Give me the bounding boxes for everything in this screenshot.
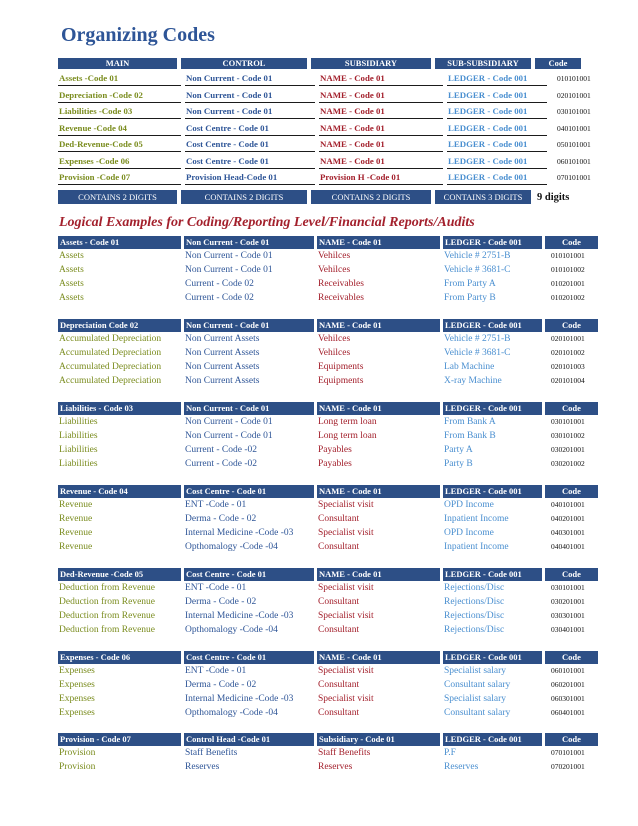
section-header-cell: LEDGER - Code 001 bbox=[443, 733, 542, 746]
contains-badge: CONTAINS 2 DIGITS bbox=[58, 190, 177, 204]
table-cell: Consultant salary bbox=[444, 680, 511, 690]
table-cell: Vehicle # 3681-C bbox=[444, 348, 511, 358]
section-header-cell: Expenses - Code 06 bbox=[58, 651, 181, 664]
header-main: MAIN bbox=[58, 58, 177, 69]
table-cell: Current - Code -02 bbox=[185, 459, 258, 469]
table-cell: Rejections/Disc bbox=[444, 583, 505, 593]
example-section bbox=[58, 319, 618, 388]
table-cell: Specialist visit bbox=[318, 583, 374, 593]
table-cell: Long term loan bbox=[318, 417, 377, 427]
table-cell: Derma - Code - 02 bbox=[185, 597, 257, 607]
top-cell-code: 050101001 bbox=[557, 139, 591, 149]
table-cell: Non Current - Code 01 bbox=[185, 265, 273, 275]
contains-badge: CONTAINS 2 DIGITS bbox=[181, 190, 307, 204]
table-cell: Expenses bbox=[59, 680, 95, 690]
table-row bbox=[58, 581, 618, 595]
table-cell: Opthomalogy -Code -04 bbox=[185, 708, 278, 718]
table-cell: Consultant bbox=[318, 708, 360, 718]
section-header-cell: Cost Centre - Code 01 bbox=[184, 568, 314, 581]
section-header-cell: LEDGER - Code 001 bbox=[443, 402, 542, 415]
table-cell: Accumulated Depreciation bbox=[59, 348, 162, 358]
section-header-cell: Revenue - Code 04 bbox=[58, 485, 181, 498]
section-header-cell: NAME - Code 01 bbox=[317, 402, 440, 415]
section-header-cell: Code bbox=[545, 402, 598, 415]
table-cell: 060101001 bbox=[551, 666, 585, 675]
table-cell: Revenue bbox=[59, 528, 93, 538]
header-subsidiary: SUBSIDIARY bbox=[311, 58, 431, 69]
table-cell: Accumulated Depreciation bbox=[59, 376, 162, 386]
table-cell: Rejections/Disc bbox=[444, 625, 505, 635]
table-cell: Vehilces bbox=[318, 251, 351, 261]
contains-badge: CONTAINS 2 DIGITS bbox=[311, 190, 431, 204]
section-header-cell: Code bbox=[545, 651, 598, 664]
table-cell: Current - Code 02 bbox=[185, 279, 254, 289]
table-cell: Specialist visit bbox=[318, 500, 374, 510]
table-cell: 070201001 bbox=[551, 762, 585, 771]
table-cell: Consultant bbox=[318, 542, 360, 552]
table-cell: Deduction from Revenue bbox=[59, 625, 156, 635]
top-cell-ssub: LEDGER - Code 001 bbox=[447, 104, 547, 119]
top-cell-ssub: LEDGER - Code 001 bbox=[447, 170, 547, 185]
table-cell: OPD Income bbox=[444, 500, 494, 510]
table-cell: Liabilities bbox=[59, 431, 98, 441]
table-cell: Expenses bbox=[59, 666, 95, 676]
section-header-row bbox=[58, 568, 618, 581]
top-cell-main: Assets -Code 01 bbox=[58, 71, 181, 86]
table-cell: Specialist visit bbox=[318, 694, 374, 704]
table-cell: 020101002 bbox=[551, 348, 585, 357]
top-cell-control: Cost Centre - Code 01 bbox=[185, 121, 315, 136]
section-header-cell: NAME - Code 01 bbox=[317, 236, 440, 249]
table-cell: Party B bbox=[444, 459, 473, 469]
table-cell: Non Current Assets bbox=[185, 376, 260, 386]
table-cell: 020101003 bbox=[551, 362, 585, 371]
table-row bbox=[58, 540, 618, 554]
table-cell: 030201001 bbox=[551, 445, 585, 454]
top-cell-ssub: LEDGER - Code 001 bbox=[447, 121, 547, 136]
table-cell: Provision bbox=[59, 748, 96, 758]
table-row bbox=[58, 374, 618, 388]
table-cell: Inpatient Income bbox=[444, 514, 509, 524]
table-cell: P.F bbox=[444, 748, 456, 758]
table-cell: OPD Income bbox=[444, 528, 494, 538]
top-cell-main: Provision -Code 07 bbox=[58, 170, 181, 185]
section-header-cell: LEDGER - Code 001 bbox=[443, 568, 542, 581]
table-cell: 060401001 bbox=[551, 708, 585, 717]
table-cell: Internal Medicine -Code -03 bbox=[185, 528, 294, 538]
table-row bbox=[58, 443, 618, 457]
table-cell: Opthomalogy -Code -04 bbox=[185, 625, 278, 635]
table-row bbox=[58, 360, 618, 374]
top-table-header bbox=[58, 58, 581, 69]
table-cell: Revenue bbox=[59, 500, 93, 510]
table-cell: X-ray Machine bbox=[444, 376, 502, 386]
section-header-cell: Ded-Revenue -Code 05 bbox=[58, 568, 181, 581]
example-section bbox=[58, 651, 618, 720]
table-cell: 030101002 bbox=[551, 431, 585, 440]
table-cell: 030201001 bbox=[551, 597, 585, 606]
section-header-cell: Cost Centre - Code 01 bbox=[184, 485, 314, 498]
table-cell: Current - Code -02 bbox=[185, 445, 258, 455]
table-cell: Non Current - Code 01 bbox=[185, 431, 273, 441]
top-cell-ssub: LEDGER - Code 001 bbox=[447, 137, 547, 152]
top-cell-sub: NAME - Code 01 bbox=[319, 154, 443, 169]
top-table-row bbox=[58, 87, 605, 103]
section-header-cell: NAME - Code 01 bbox=[317, 651, 440, 664]
top-table-row bbox=[58, 169, 605, 185]
table-cell: ENT -Code - 01 bbox=[185, 583, 247, 593]
table-cell: 010201002 bbox=[551, 293, 585, 302]
top-table-row bbox=[58, 70, 605, 86]
top-cell-ssub: LEDGER - Code 001 bbox=[447, 154, 547, 169]
section-header-cell: Non Current - Code 01 bbox=[184, 236, 314, 249]
table-cell: 060201001 bbox=[551, 680, 585, 689]
table-row bbox=[58, 526, 618, 540]
table-cell: 030101001 bbox=[551, 583, 585, 592]
top-cell-sub: NAME - Code 01 bbox=[319, 121, 443, 136]
table-row bbox=[58, 609, 618, 623]
table-row bbox=[58, 457, 618, 471]
example-section bbox=[58, 485, 618, 554]
section-header-cell: Subsidiary - Code 01 bbox=[317, 733, 440, 746]
table-cell: Equipments bbox=[318, 362, 364, 372]
table-cell: 060301001 bbox=[551, 694, 585, 703]
top-table-row bbox=[58, 153, 605, 169]
table-row bbox=[58, 249, 618, 263]
table-cell: Non Current Assets bbox=[185, 348, 260, 358]
table-cell: From Bank B bbox=[444, 431, 496, 441]
table-cell: 030301001 bbox=[551, 611, 585, 620]
table-cell: Lab Machine bbox=[444, 362, 495, 372]
table-row bbox=[58, 692, 618, 706]
table-cell: Derma - Code - 02 bbox=[185, 514, 257, 524]
table-cell: Specialist visit bbox=[318, 528, 374, 538]
top-cell-sub: NAME - Code 01 bbox=[319, 104, 443, 119]
top-cell-ssub: LEDGER - Code 001 bbox=[447, 71, 547, 86]
top-cell-sub: Provision H -Code 01 bbox=[319, 170, 443, 185]
table-cell: Reserves bbox=[185, 762, 220, 772]
nine-digits-label: 9 digits bbox=[537, 191, 570, 203]
table-cell: Internal Medicine -Code -03 bbox=[185, 611, 294, 621]
example-section bbox=[58, 568, 618, 637]
section-header-cell: LEDGER - Code 001 bbox=[443, 319, 542, 332]
table-cell: Specialist salary bbox=[444, 694, 506, 704]
table-row bbox=[58, 623, 618, 637]
section-header-cell: Control Head -Code 01 bbox=[184, 733, 314, 746]
section-header-row bbox=[58, 402, 618, 415]
section-header-cell: NAME - Code 01 bbox=[317, 319, 440, 332]
section-header-row bbox=[58, 236, 618, 249]
top-cell-control: Cost Centre - Code 01 bbox=[185, 137, 315, 152]
section-header-cell: Provision - Code 07 bbox=[58, 733, 181, 746]
table-cell: Receivables bbox=[318, 293, 364, 303]
table-row bbox=[58, 664, 618, 678]
table-cell: 010101002 bbox=[551, 265, 585, 274]
section-header-cell: Code bbox=[545, 733, 598, 746]
table-row bbox=[58, 706, 618, 720]
table-cell: 070101001 bbox=[551, 748, 585, 757]
section-header-cell: LEDGER - Code 001 bbox=[443, 485, 542, 498]
table-cell: Non Current - Code 01 bbox=[185, 417, 273, 427]
table-cell: Liabilities bbox=[59, 417, 98, 427]
top-cell-sub: NAME - Code 01 bbox=[319, 88, 443, 103]
header-code: Code bbox=[535, 58, 581, 69]
top-cell-sub: NAME - Code 01 bbox=[319, 71, 443, 86]
top-cell-code: 030101001 bbox=[557, 106, 591, 116]
table-cell: Liabilities bbox=[59, 459, 98, 469]
top-table-row bbox=[58, 136, 605, 152]
table-cell: Expenses bbox=[59, 708, 95, 718]
top-cell-main: Ded-Revenue-Code 05 bbox=[58, 137, 181, 152]
table-cell: Vehicle # 3681-C bbox=[444, 265, 511, 275]
table-cell: Liabilities bbox=[59, 445, 98, 455]
top-cell-code: 040101001 bbox=[557, 123, 591, 133]
table-cell: Inpatient Income bbox=[444, 542, 509, 552]
table-cell: 010201001 bbox=[551, 279, 585, 288]
table-cell: Vehilces bbox=[318, 265, 351, 275]
table-cell: Specialist visit bbox=[318, 611, 374, 621]
table-cell: Current - Code 02 bbox=[185, 293, 254, 303]
table-cell: Staff Benefits bbox=[318, 748, 371, 758]
digits-row bbox=[58, 189, 569, 205]
section-header-row bbox=[58, 485, 618, 498]
table-row bbox=[58, 760, 618, 774]
top-cell-main: Revenue -Code 04 bbox=[58, 121, 181, 136]
table-cell: 020101001 bbox=[551, 334, 585, 343]
table-cell: Reserves bbox=[444, 762, 479, 772]
table-cell: 010101001 bbox=[551, 251, 585, 260]
table-cell: Equipments bbox=[318, 376, 364, 386]
top-cell-code: 020101001 bbox=[557, 90, 591, 100]
table-cell: Reserves bbox=[318, 762, 353, 772]
header-control: CONTROL bbox=[181, 58, 307, 69]
table-cell: Revenue bbox=[59, 514, 93, 524]
table-row bbox=[58, 346, 618, 360]
section-header-cell: Liabilities - Code 03 bbox=[58, 402, 181, 415]
table-row bbox=[58, 498, 618, 512]
top-cell-code: 010101001 bbox=[557, 73, 591, 83]
table-row bbox=[58, 746, 618, 760]
top-cell-code: 070101001 bbox=[557, 172, 591, 182]
section-header-cell: Code bbox=[545, 319, 598, 332]
table-row bbox=[58, 415, 618, 429]
table-cell: Derma - Code - 02 bbox=[185, 680, 257, 690]
table-cell: 030201002 bbox=[551, 459, 585, 468]
table-cell: 040401001 bbox=[551, 542, 585, 551]
table-cell: Revenue bbox=[59, 542, 93, 552]
section-header-cell: Code bbox=[545, 236, 598, 249]
table-cell: Accumulated Depreciation bbox=[59, 362, 162, 372]
table-cell: Assets bbox=[59, 251, 84, 261]
table-cell: 040301001 bbox=[551, 528, 585, 537]
example-section bbox=[58, 236, 618, 305]
section-header-cell: Depreciation Code 02 bbox=[58, 319, 181, 332]
table-cell: Vehilces bbox=[318, 348, 351, 358]
section-header-row bbox=[58, 319, 618, 332]
top-cell-control: Non Current - Code 01 bbox=[185, 71, 315, 86]
table-cell: Party A bbox=[444, 445, 473, 455]
table-row bbox=[58, 512, 618, 526]
top-cell-main: Depreciation -Code 02 bbox=[58, 88, 181, 103]
table-cell: 040101001 bbox=[551, 500, 585, 509]
table-cell: Provision bbox=[59, 762, 96, 772]
table-cell: Consultant bbox=[318, 514, 360, 524]
table-row bbox=[58, 332, 618, 346]
table-cell: Specialist salary bbox=[444, 666, 506, 676]
top-table-row bbox=[58, 120, 605, 136]
table-cell: Specialist visit bbox=[318, 666, 374, 676]
section-header-cell: Code bbox=[545, 485, 598, 498]
table-cell: Rejections/Disc bbox=[444, 611, 505, 621]
section-header-cell: Non Current - Code 01 bbox=[184, 402, 314, 415]
table-row bbox=[58, 678, 618, 692]
table-cell: 030101001 bbox=[551, 417, 585, 426]
top-cell-control: Non Current - Code 01 bbox=[185, 104, 315, 119]
table-cell: Staff Benefits bbox=[185, 748, 238, 758]
table-cell: Rejections/Disc bbox=[444, 597, 505, 607]
section-header-cell: Assets - Code 01 bbox=[58, 236, 181, 249]
table-row bbox=[58, 277, 618, 291]
example-section bbox=[58, 402, 618, 471]
top-cell-main: Expenses -Code 06 bbox=[58, 154, 181, 169]
table-row bbox=[58, 595, 618, 609]
top-cell-control: Non Current - Code 01 bbox=[185, 88, 315, 103]
table-row bbox=[58, 291, 618, 305]
table-cell: Deduction from Revenue bbox=[59, 583, 156, 593]
top-cell-control: Provision Head-Code 01 bbox=[185, 170, 315, 185]
table-row bbox=[58, 263, 618, 277]
table-cell: Long term loan bbox=[318, 431, 377, 441]
section-header-cell: Code bbox=[545, 568, 598, 581]
table-cell: Consultant bbox=[318, 680, 360, 690]
section-header-row bbox=[58, 733, 618, 746]
section-header-cell: Cost Centre - Code 01 bbox=[184, 651, 314, 664]
table-cell: Payables bbox=[318, 445, 352, 455]
section-header-cell: NAME - Code 01 bbox=[317, 568, 440, 581]
table-row bbox=[58, 429, 618, 443]
top-cell-ssub: LEDGER - Code 001 bbox=[447, 88, 547, 103]
section-header-cell: LEDGER - Code 001 bbox=[443, 236, 542, 249]
table-cell: Assets bbox=[59, 293, 84, 303]
section-subtitle: Logical Examples for Coding/Reporting Level/Financial Reports/Audits bbox=[59, 215, 475, 230]
table-cell: Opthomalogy -Code -04 bbox=[185, 542, 278, 552]
table-cell: 020101004 bbox=[551, 376, 585, 385]
table-cell: Assets bbox=[59, 279, 84, 289]
table-cell: Deduction from Revenue bbox=[59, 597, 156, 607]
table-cell: Consultant salary bbox=[444, 708, 511, 718]
table-cell: Vehicle # 2751-B bbox=[444, 251, 511, 261]
example-section bbox=[58, 733, 618, 774]
table-cell: Deduction from Revenue bbox=[59, 611, 156, 621]
top-cell-control: Cost Centre - Code 01 bbox=[185, 154, 315, 169]
table-cell: ENT -Code - 01 bbox=[185, 666, 247, 676]
top-cell-code: 060101001 bbox=[557, 156, 591, 166]
contains-badge: CONTAINS 3 DIGITS bbox=[435, 190, 531, 204]
table-cell: Non Current Assets bbox=[185, 334, 260, 344]
table-cell: Internal Medicine -Code -03 bbox=[185, 694, 294, 704]
table-cell: Consultant bbox=[318, 625, 360, 635]
top-table-row bbox=[58, 103, 605, 119]
table-cell: From Bank A bbox=[444, 417, 496, 427]
table-cell: Non Current - Code 01 bbox=[185, 251, 273, 261]
table-cell: From Party B bbox=[444, 293, 496, 303]
table-cell: Consultant bbox=[318, 597, 360, 607]
top-cell-sub: NAME - Code 01 bbox=[319, 137, 443, 152]
table-cell: From Party A bbox=[444, 279, 496, 289]
table-cell: Accumulated Depreciation bbox=[59, 334, 162, 344]
section-header-cell: Non Current - Code 01 bbox=[184, 319, 314, 332]
table-cell: Vehicle # 2751-B bbox=[444, 334, 511, 344]
table-cell: Vehilces bbox=[318, 334, 351, 344]
table-cell: 040201001 bbox=[551, 514, 585, 523]
table-cell: Expenses bbox=[59, 694, 95, 704]
table-cell: Receivables bbox=[318, 279, 364, 289]
section-header-cell: LEDGER - Code 001 bbox=[443, 651, 542, 664]
top-cell-main: Liabilities -Code 03 bbox=[58, 104, 181, 119]
table-cell: 030401001 bbox=[551, 625, 585, 634]
header-sub-subsidiary: SUB-SUBSIDIARY bbox=[435, 58, 531, 69]
section-header-row bbox=[58, 651, 618, 664]
table-cell: Assets bbox=[59, 265, 84, 275]
section-header-cell: NAME - Code 01 bbox=[317, 485, 440, 498]
table-cell: Payables bbox=[318, 459, 352, 469]
table-cell: ENT -Code - 01 bbox=[185, 500, 247, 510]
table-cell: Non Current Assets bbox=[185, 362, 260, 372]
page-title: Organizing Codes bbox=[61, 24, 215, 46]
